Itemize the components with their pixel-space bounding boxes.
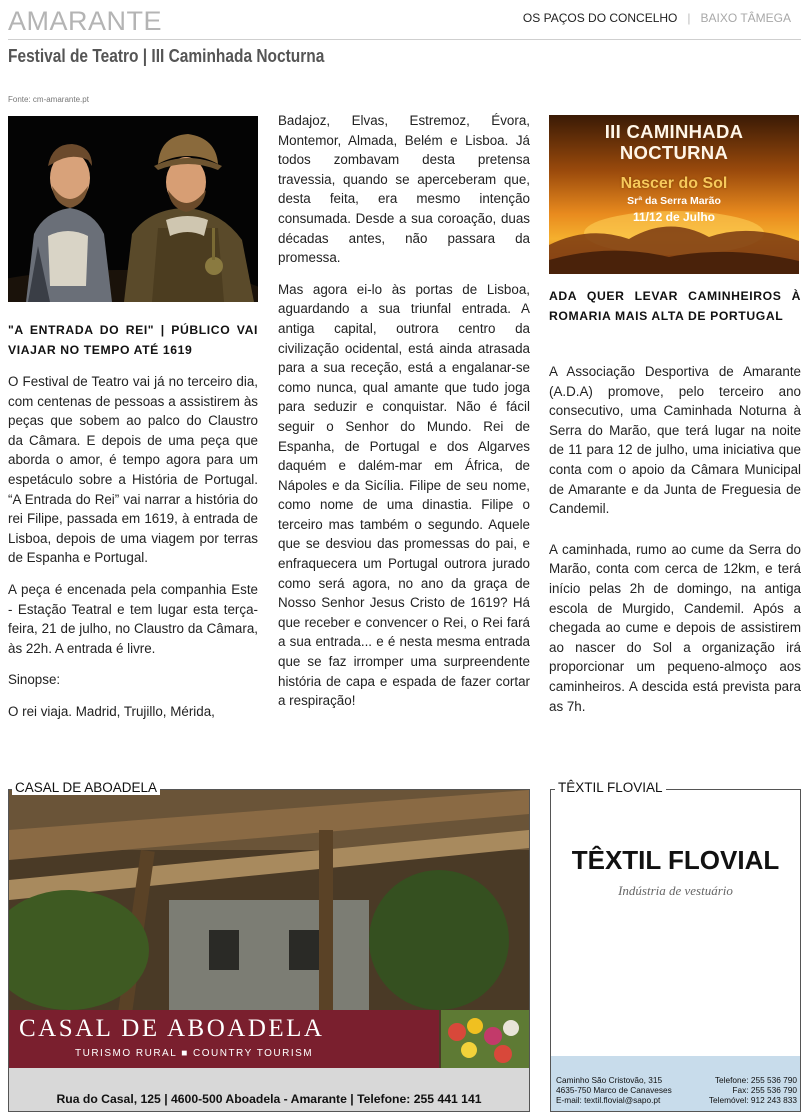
poster-subtitle: Nascer do Sol	[620, 175, 728, 192]
theatre-headline: "A ENTRADA DO REI" | PÚBLICO VAI VIAJAR NO TEMPO ATÉ 1619	[8, 323, 258, 357]
casal-banner	[9, 1010, 439, 1068]
casal-aboadela-ad[interactable]	[8, 789, 530, 1112]
source-credit: Fonte: cm-amarante.pt	[8, 95, 89, 104]
poster-title: III CAMINHADA NOCTURNA	[604, 121, 744, 163]
flovial-address-line: 4635-750 Marco de Canaveses	[556, 1085, 672, 1095]
flovial-name: TÊXTIL FLOVIAL	[571, 845, 780, 875]
nav-link-baixo-tamega[interactable]: BAIXO TÂMEGA	[700, 11, 791, 25]
theatre-paragraph: Badajoz, Elvas, Estremoz, Évora, Montemor, Almada, Belém e Lisboa. Já todos zombavam desta pretensa travessia, quando se aperceberam que, desta feita, era mesmo intenção consumada. Desde a sua coroação, duas décadas antes, não passara da promessa.	[278, 113, 530, 266]
caminhada-poster	[549, 115, 799, 274]
walk-paragraph: A caminhada, rumo ao cume da Serra do Marão, conta com cerca de 12km, e terá início pelas 2h de domingo, na antiga escola de Murgido, Candemil. Após a chegada ao cume e depois de assistirem ao nascer do Sol a organização irá proporcionar um pequeno-almoço aos caminheiros. A descida está prevista para as 7h.	[549, 541, 801, 714]
page-subtitle: Festival de Teatro | III Caminhada Nocturna	[8, 46, 325, 66]
flovial-tagline: Indústria de vestuário	[618, 883, 733, 898]
theatre-column-1	[8, 372, 258, 734]
theatre-paragraph: O Festival de Teatro vai já no terceiro dia, com centenas de pessoas a assistirem às peças que sobem ao palco do Claustro da Câmara. E depois de uma peça que aborda o amor, é tempo agora para um espetáculo sobre a História de Portugal. “A Entrada do Rei” vai narrar a história do rei Filipe, passada em 1619, à entrada de Lisboa, depois de uma viagem por terras de Espanha e Portugal.	[8, 374, 258, 566]
flovial-ad-label: TÊXTIL FLOVIAL	[555, 780, 666, 795]
casal-tagline: TURISMO RURAL ■ COUNTRY TOURISM	[75, 1048, 314, 1059]
header-divider	[8, 39, 801, 40]
theatre-column-2	[278, 111, 530, 723]
casal-photo	[9, 790, 529, 1111]
nav-separator: |	[687, 11, 691, 25]
section-title: AMARANTE	[8, 6, 163, 36]
top-nav	[523, 11, 791, 25]
flowers-illustration	[441, 1010, 529, 1068]
flovial-phone-line: Telefone: 255 536 790	[714, 1075, 797, 1085]
theatre-paragraph: A peça é encenada pela companhia Este - Estação Teatral e tem lugar esta terça-feira, 21 de julho, no Claustro da Câmara, às 22h. A entrada é livre.	[8, 581, 258, 656]
textil-flovial-ad[interactable]	[550, 789, 801, 1112]
walk-column	[549, 362, 801, 728]
poster-place: Srª da Serra Marão	[627, 195, 721, 207]
theatre-actors-illustration	[8, 116, 258, 302]
walk-paragraph: A Associação Desportiva de Amarante (A.D.A) promove, pelo terceiro ano consecutivo, uma Caminhada Noturna à Serra do Marão, que terá lugar na noite de 11 para 12 de julho, uma iniciativa que conta com o apoio da Câmara Municipal de Amarante e da Junta de Freguesia de Candemil.	[549, 364, 801, 517]
flowers-image	[441, 1010, 529, 1068]
casal-address: Rua do Casal, 125 | 4600-500 Aboadela - Amarante | Telefone: 255 441 141	[56, 1092, 482, 1106]
flovial-email[interactable]: E-mail: textil.flovial@sapo.pt	[556, 1095, 661, 1105]
flovial-phone-line: Fax: 255 536 790	[732, 1085, 797, 1095]
casal-name: CASAL DE ABOADELA	[19, 1015, 325, 1042]
theatre-paragraph: O rei viaja. Madrid, Trujillo, Mérida,	[8, 703, 215, 719]
poster-date: 11/12 de Julho	[632, 210, 716, 224]
flovial-address-line: Caminho São Cristovão, 315	[556, 1075, 663, 1085]
flovial-phone-line: Telemóvel: 912 243 833	[708, 1095, 797, 1105]
flovial-address	[556, 1075, 672, 1105]
theatre-paragraph: Mas agora ei-lo às portas de Lisboa, aguardando a sua triunfal entrada. A antiga capital, outrora centro da civilização ocidental, está ainda atrasada para a sua receção, está a engalanar-se como nunca, qual amante que tudo joga para seduzir e conquistar. Não é fácil seguir o Senhor do Mundo. Rei de Espanha, de Portugal e dos Algarves daquém e dalém-mar em África, de Nápoles e da Sicília. Filipe de seu nome, como nome de uma dinastia. Filipe o terceiro mas também o segundo. Aquele que se desviou das promessas do pai, e enfraquecera um Portugal outrora jurado como será agora, no ano da graça de Nosso Senhor Jesus Cristo de 1619? Há que receber e convencer o Rei, o Rei fará a sua entrada... e é nesta mesma entrada que se faz irromper uma surpreendente história de capa e espada de fazer cortar a respiração!	[278, 281, 530, 709]
walk-headline: ADA QUER LEVAR CAMINHEIROS À ROMARIA MAIS ALTA DE PORTUGAL	[549, 289, 801, 323]
nav-link-pacos-concelho[interactable]: OS PAÇOS DO CONCELHO	[522, 11, 678, 25]
flovial-contact	[551, 1056, 800, 1111]
casal-ad-label: CASAL DE ABOADELA	[12, 780, 160, 795]
theatre-paragraph: Sinopse:	[8, 672, 61, 688]
theatre-photo	[8, 116, 258, 302]
flovial-phones	[709, 1075, 797, 1105]
